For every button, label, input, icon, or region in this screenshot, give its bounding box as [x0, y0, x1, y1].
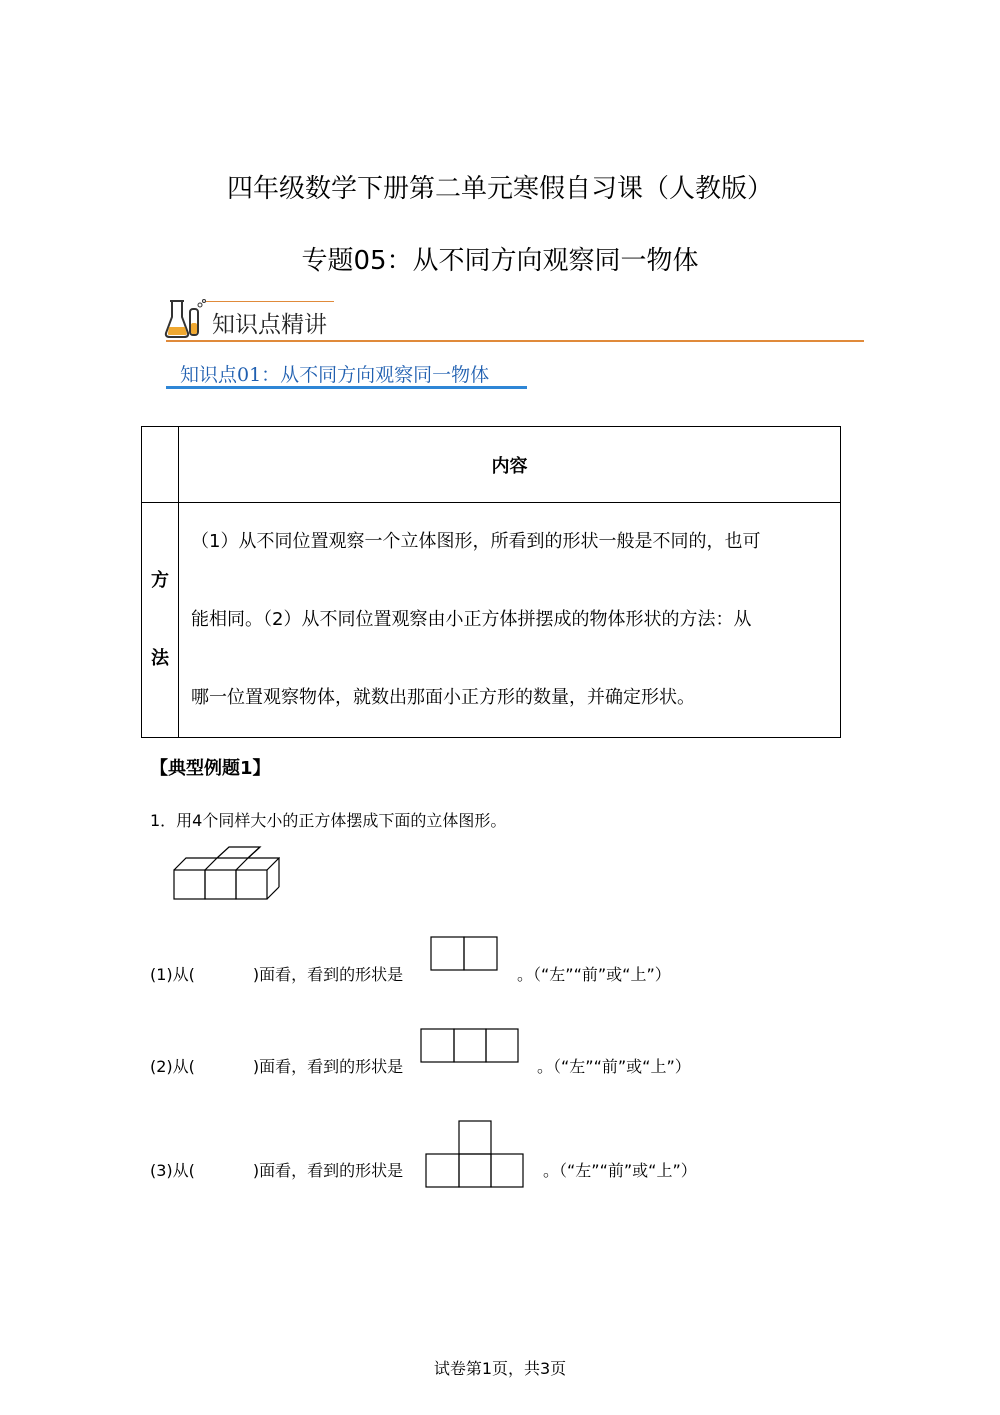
- sub-question-1: [150, 962, 403, 985]
- knowledge-table: [141, 426, 841, 738]
- sub-question-3: [150, 1158, 403, 1181]
- sub-close: )面看，看到的形状是: [252, 1057, 404, 1076]
- shape-t-squares: [425, 1120, 525, 1188]
- shape-three-squares: [420, 1028, 520, 1064]
- table-content: [179, 503, 841, 738]
- sub-prefix: (2)从(: [150, 1057, 195, 1076]
- content-line: 哪一位置观察物体，就数出那面小正方形的数量，并确定形状。: [191, 687, 695, 708]
- sub-question-2: [150, 1054, 403, 1077]
- example-header: 【典型例题1】: [150, 758, 271, 779]
- question-text: 1．用4个同样大小的正方体摆成下面的立体图形。: [150, 811, 507, 830]
- table-side-label: [142, 503, 179, 738]
- sub-close: )面看，看到的形状是: [252, 1161, 404, 1180]
- section-label: 知识点精讲: [212, 312, 327, 338]
- section-top-rule: [206, 301, 334, 302]
- knowledge-point-underline: [166, 386, 527, 389]
- sub-suffix: 。（“左”“前”或“上”）: [543, 1161, 697, 1180]
- side-char: 方: [151, 570, 169, 591]
- content-line: （1）从不同位置观察一个立体图形，所看到的形状一般是不同的，也可: [191, 531, 761, 552]
- shape-two-squares: [430, 936, 498, 972]
- table-corner-cell: [142, 427, 179, 503]
- side-char: 法: [151, 648, 169, 669]
- sub-prefix: (1)从(: [150, 965, 195, 984]
- section-divider: [166, 340, 864, 342]
- knowledge-point-title: 知识点01：从不同方向观察同一物体: [180, 364, 490, 386]
- document-subtitle: 专题05：从不同方向观察同一物体: [301, 246, 699, 276]
- sub-close: )面看，看到的形状是: [252, 965, 404, 984]
- page-footer: 试卷第1页，共3页: [433, 1359, 567, 1378]
- content-line: 能相同。（2）从不同位置观察由小正方体拼摆成的物体形状的方法：从: [191, 609, 752, 630]
- table-header: 内容: [179, 427, 841, 503]
- sub-suffix: 。（“左”“前”或“上”）: [537, 1057, 691, 1076]
- document-title: 四年级数学下册第二单元寒假自习课（人教版）: [226, 174, 773, 204]
- sub-prefix: (3)从(: [150, 1161, 195, 1180]
- sub-suffix: 。（“左”“前”或“上”）: [517, 965, 671, 984]
- lab-flask-icon: [164, 297, 210, 341]
- cube-figure: [172, 846, 280, 902]
